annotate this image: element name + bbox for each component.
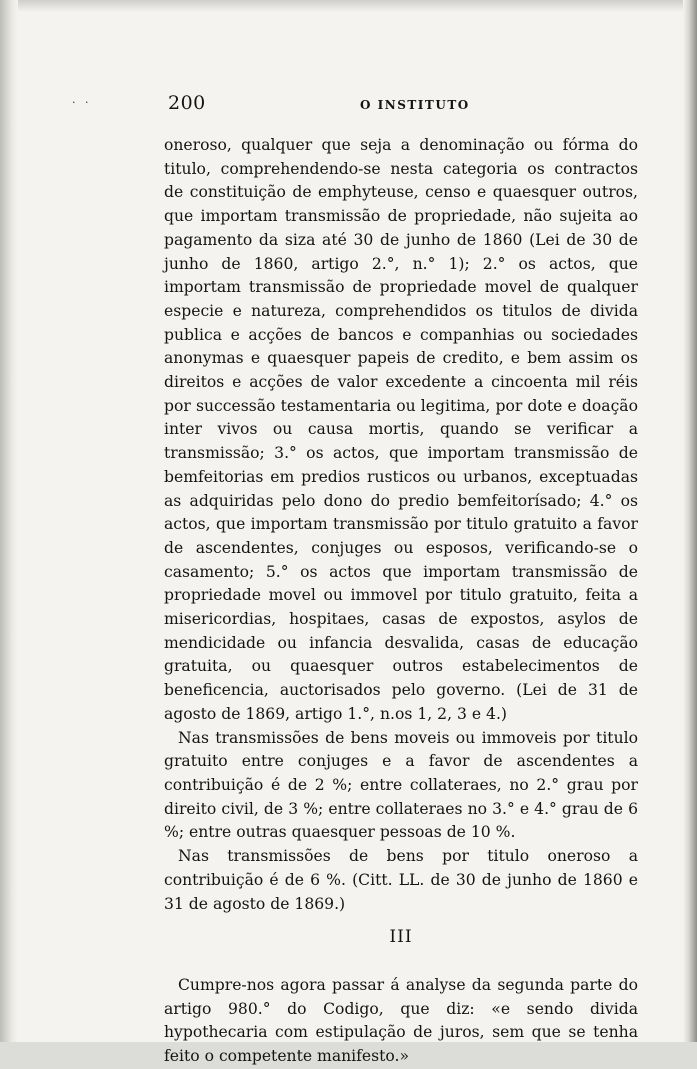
margin-mark: · · bbox=[72, 96, 92, 109]
section-gap bbox=[164, 964, 638, 974]
paragraph-gratuitous-transmissions: Nas transmissões de bens moveis ou immoveis por titulo gratuito entre conjuges e a favor de ascendentes a contribuição é de 2 %; entre collateraes, no 2.° grau por direito civil, de 3 %; entre collateraes no 3.° e 4.° grau de 6 %; entre outras quaesquer pessoas de 10 %. bbox=[164, 728, 638, 842]
page-header bbox=[168, 92, 638, 116]
page-left-edge bbox=[0, 0, 18, 1042]
paragraph-onerous-transmissions: Nas transmissões de bens por titulo oneroso a contribuição é de 6 %. (Citt. LL. de 30 de junho de 1860 e 31 de agosto de 1869.) bbox=[164, 847, 638, 913]
section-heading: III bbox=[389, 927, 413, 948]
paragraph-closing: Cumpre-nos agora passar á analyse da segunda parte do artigo 980.° do Codigo, que diz: «e sendo divida hypothecaria com estipulação de juros, sem que se tenha feito o competente manifesto.» bbox=[164, 975, 638, 1066]
body-text bbox=[164, 134, 638, 1069]
page-right-edge bbox=[683, 0, 697, 1042]
paragraph-continuation: oneroso, qualquer que seja a denominação ou fórma do titulo, comprehendendo-se nesta categoria os contractos de constituição de emphyteuse, censo e quaesquer outros, que importam transmissão de propriedade, não sujeita ao pagamento da siza até 30 de junho de 1860 (Lei de 30 de junho de 1860, artigo 2.°, n.° 1); 2.° os actos, que importam transmissão de propriedade movel de qualquer especie e natureza, comprehendidos os titulos de divida publica e acções de bancos e companhias ou sociedades anonymas e quaesquer papeis de credito, e bem assim os direitos e acções de valor excedente a cincoenta mil réis por successão testamentaria ou legitima, por dote e doação inter vivos ou causa mortis, quando se verificar a transmissão; 3.° os actos, que importam transmissão de bemfeitorias em predios rusticos ou urbanos, exceptuadas as adquiridas pelo dono do predio bemfeitorísado; 4.° os actos, que importam transmissão por titulo gratuito a favor de ascendentes, conjuges ou esposos, verificando-se o casamento; 5.° os actos que importam transmissão de propriedade movel ou immovel por titulo gratuito, feita a misericordias, hospitaes, casas de expostos, asylos de mendicidade ou infancia desvalida, casas de educação gratuita, ou quaesquer outros estabelecimentos de beneficencia, auctorisados pelo governo. (Lei de 31 de agosto de 1869, artigo 1.°, n.os 1, 2, 3 e 4.) bbox=[164, 136, 638, 723]
running-title: O INSTITUTO bbox=[360, 98, 470, 112]
page-top-edge bbox=[0, 0, 697, 12]
page-number: 200 bbox=[168, 92, 206, 114]
